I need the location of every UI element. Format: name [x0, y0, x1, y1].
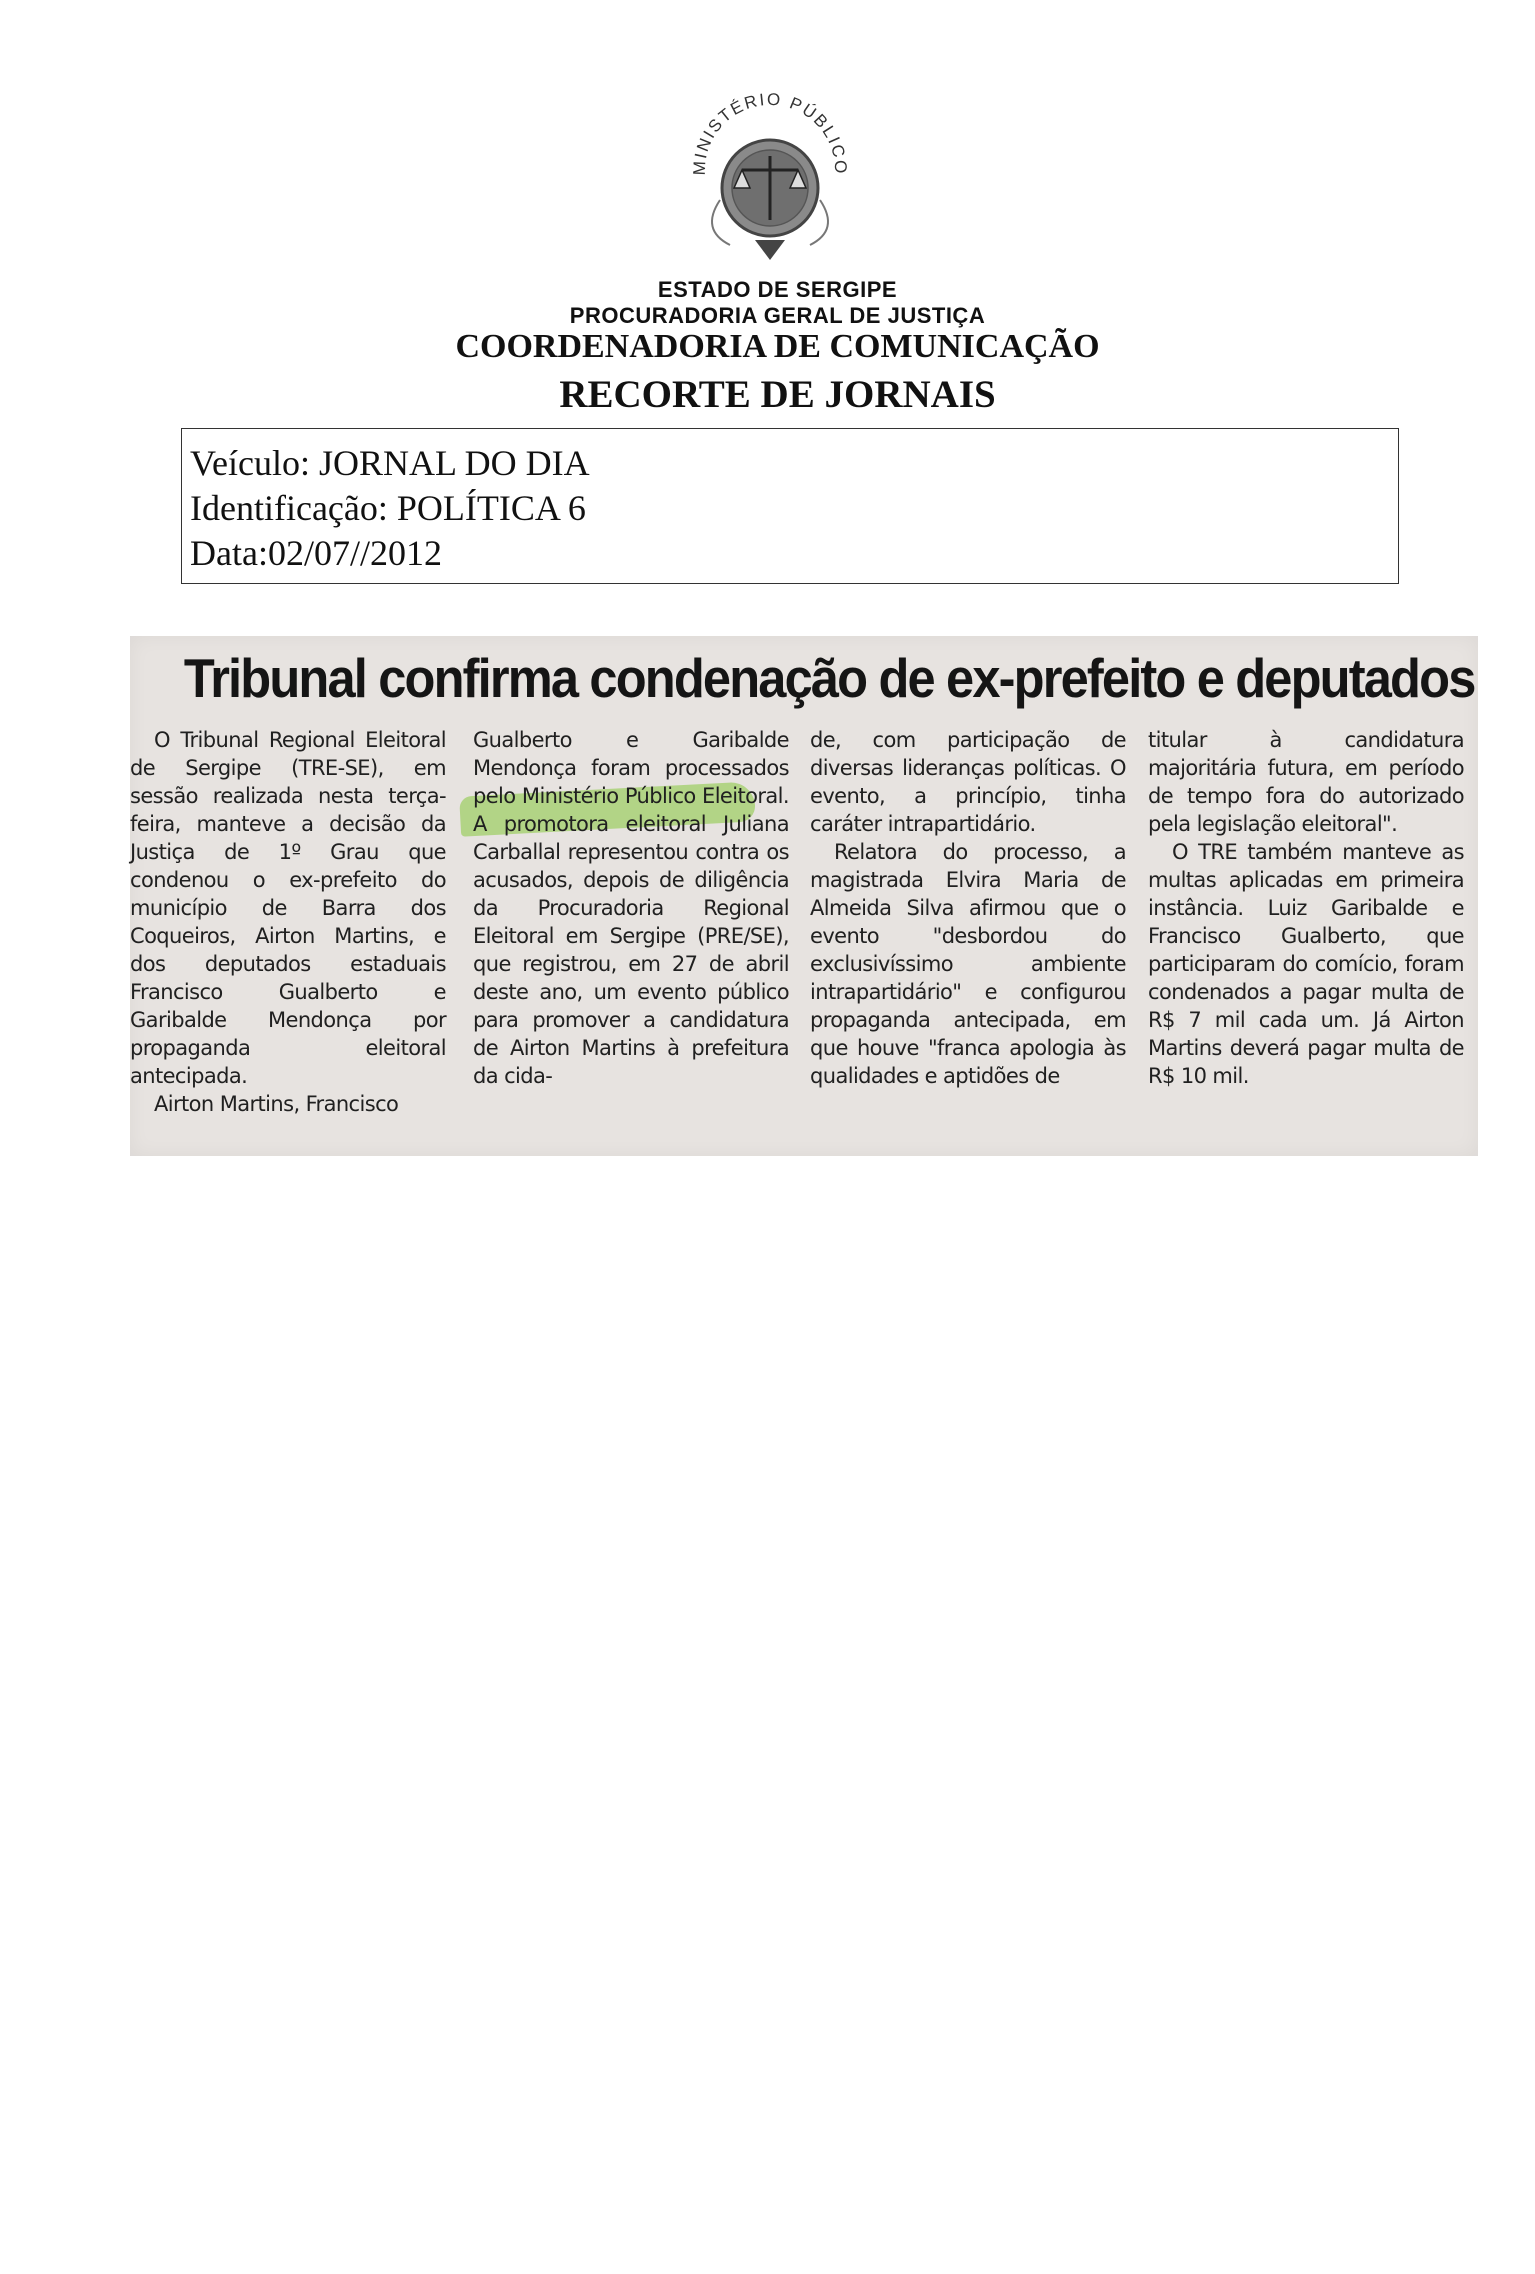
article-column-1 — [130, 726, 446, 1118]
header-coordenadoria: COORDENADORIA DE COMUNICAÇÃO — [455, 328, 1100, 365]
header-procuradoria: PROCURADORIA GERAL DE JUSTIÇA — [569, 303, 986, 328]
paragraph: O Tribunal Regional Eleitoral de Sergipe (TRE-SE), em sessão realizada nesta terça-feira, manteve a decisão da Justiça de 1º Grau que condenou o ex-prefeito do município de Barra dos Coqueiros, Airton Martins, e dos deputados estaduais Francisco Gualberto e Garibalde Mendonça por propaganda eleitoral antecipada. — [130, 728, 446, 1088]
clipping-metadata-box — [181, 428, 1399, 584]
paragraph: titular à candidatura majoritária futura, em período de tempo fora do autorizado pela legislação eleitoral". — [1148, 728, 1464, 836]
paragraph: de, com participação de diversas lideranças políticas. O evento, a princípio, tinha caráter intrapartidário. — [810, 728, 1126, 836]
meta-identificacao: Identificação: POLÍTICA 6 — [190, 488, 586, 528]
article-column-3 — [810, 726, 1126, 1090]
paragraph: Relatora do processo, a magistrada Elvira Maria de Almeida Silva afirmou que o evento "desbordou do exclusivíssimo ambiente intrapartidário" e configurou propaganda antecipada, em que houve "franca apologia às qualidades e aptidões de — [810, 840, 1126, 1088]
paragraph: O TRE também manteve as multas aplicadas em primeira instância. Luiz Garibalde e Francisco Gualberto, que participaram do comício, foram condenados a pagar multa de R$ 7 mil cada um. Já Airton Martins deverá pagar multa de R$ 10 mil. — [1148, 840, 1464, 1088]
seal-text: MINISTÉRIO PÚBLICO — [689, 89, 851, 176]
article-column-4 — [1148, 726, 1464, 1090]
article-column-2 — [473, 726, 789, 1090]
newspaper-clipping — [130, 636, 1478, 1156]
header-recorte: RECORTE DE JORNAIS — [559, 373, 996, 416]
meta-data: Data:02/07//2012 — [190, 533, 442, 573]
meta-veiculo: Veículo: JORNAL DO DIA — [190, 443, 590, 483]
header-state: ESTADO DE SERGIPE — [657, 277, 898, 302]
paragraph: Airton Martins, Francisco — [154, 1092, 399, 1116]
article-headline: Tribunal confirma condenação de ex-prefeito e deputados — [183, 647, 1475, 709]
paragraph: Gualberto e Garibalde Mendonça foram processados pelo Ministério Público Eleitoral. A promotora eleitoral Juliana Carballal representou contra os acusados, depois de diligência da Procuradoria Regional Eleitoral em Sergipe (PRE/SE), que registrou, em 27 de abril deste ano, um evento público para promover a candidatura de Airton Martins à prefeitura da cida- — [473, 728, 789, 1088]
ministerio-publico-seal — [670, 70, 870, 270]
